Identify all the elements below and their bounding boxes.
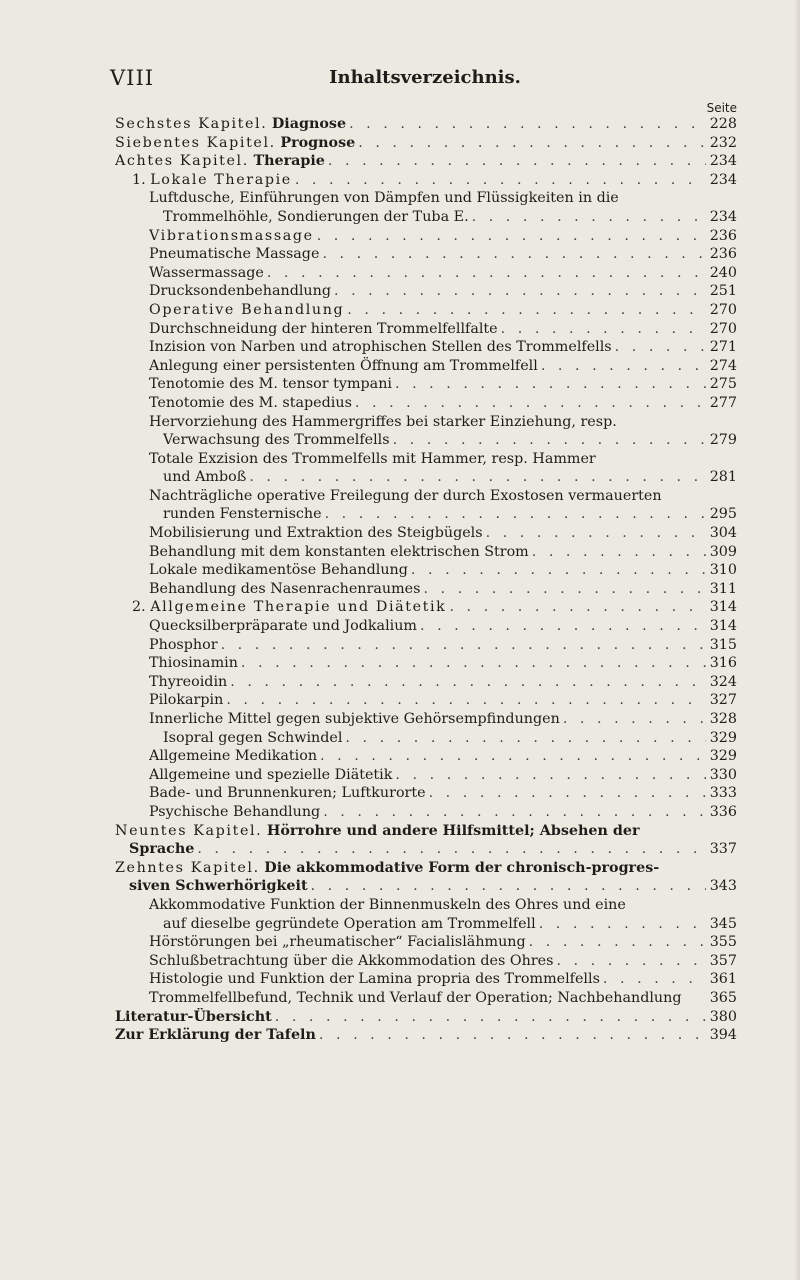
toc-entry-title: Hörstörungen bei „rheumatischer“ Facialislähmung [149, 934, 526, 951]
toc-entry [115, 301, 737, 320]
toc-entry [115, 561, 737, 580]
toc-leader-dots [275, 1008, 706, 1027]
toc-entry [115, 227, 737, 246]
toc-leader-dots [325, 505, 706, 524]
toc-page-number: 315 [709, 636, 737, 653]
toc-page-number: 275 [709, 376, 737, 393]
toc-page-number: 329 [709, 748, 737, 765]
toc-entry [115, 245, 737, 264]
toc-page-number: 236 [709, 246, 737, 263]
toc-entry-prefix: Sechstes Kapitel. [115, 116, 268, 132]
toc-leader-dots [603, 970, 706, 989]
toc-leader-dots [249, 468, 705, 487]
toc-entry [115, 580, 737, 599]
toc-entry-continuation: auf dieselbe gegründete Operation am Trommelfell [163, 915, 536, 932]
toc-page-number: 324 [709, 673, 737, 690]
toc-page-number: 274 [709, 357, 737, 374]
toc-entry-title: Nachträgliche operative Freilegung der durch Exostosen vermauerten [149, 487, 662, 504]
toc-entry-title: Akkommodative Funktion der Binnenmuskeln des Ohres und eine [149, 896, 626, 913]
scan-edge [794, 0, 800, 1280]
toc-entry-title: Hervorziehung des Hammergriffes bei starker Einziehung, resp. [149, 413, 617, 430]
toc-entry [115, 673, 737, 692]
toc-page-number: 327 [709, 692, 737, 709]
toc-leader-dots [411, 561, 706, 580]
toc-page-number: 240 [709, 264, 737, 281]
toc-entry [115, 394, 737, 413]
toc-entry-continuation: und Amboß [163, 469, 247, 486]
toc-entry-title: Behandlung mit dem konstanten elektrischen Strom [149, 543, 529, 560]
toc-page-number: 337 [709, 841, 737, 858]
toc-leader-dots [317, 227, 706, 246]
toc-entry [115, 989, 737, 1008]
toc-entry [115, 822, 737, 859]
toc-entry [115, 970, 737, 989]
toc-page-number: 309 [709, 543, 737, 560]
toc-entry [115, 152, 737, 171]
toc-entry-prefix: Zehntes Kapitel. [115, 859, 260, 876]
toc-entry-title: Literatur-Übersicht [115, 1008, 272, 1025]
toc-entry-title: Durchschneidung der hinteren Trommelfellfalte [149, 320, 498, 337]
toc-leader-dots [486, 524, 706, 543]
toc-leader-dots [395, 766, 705, 785]
toc-leader-dots [295, 171, 706, 190]
toc-page-number: 270 [709, 301, 737, 318]
toc-page-number: 361 [709, 971, 737, 988]
toc-entry-title: Tenotomie des M. stapedius [149, 394, 352, 411]
toc-page-number: 329 [709, 729, 737, 746]
toc-page-number: 333 [709, 785, 737, 802]
page-header [110, 66, 740, 92]
toc-entry [115, 1026, 737, 1045]
toc-page-number: 295 [709, 506, 737, 523]
toc-entry [115, 524, 737, 543]
toc-entry [115, 357, 737, 376]
toc-leader-dots [420, 617, 706, 636]
toc-entry-title: Allgemeine Therapie und Diätetik [150, 599, 447, 616]
toc-page-number: 328 [709, 711, 737, 727]
toc-leader-dots [345, 729, 705, 748]
toc-entry [115, 134, 737, 153]
toc-entry [115, 859, 737, 896]
toc-entry [115, 598, 737, 617]
toc-leader-dots [334, 282, 706, 301]
toc-entry-continuation: Verwachsung des Trommelfells [163, 432, 390, 449]
toc-entry-title: Innerliche Mittel gegen subjektive Gehörsempfindungen [149, 711, 560, 727]
toc-entry-title: Lokale medikamentöse Behandlung [149, 562, 408, 579]
toc-leader-dots [501, 320, 706, 339]
toc-entry-title: Mobilisierung und Extraktion des Steigbügels [149, 525, 483, 542]
toc-leader-dots [355, 394, 706, 413]
toc-entry [115, 691, 737, 710]
toc-page-number: 394 [709, 1027, 737, 1044]
toc-entry-prefix: Achtes Kapitel. [115, 153, 249, 170]
toc-page-number: 270 [709, 320, 737, 337]
toc-page-number: 355 [709, 934, 737, 951]
toc-entry-continuation: Sprache [129, 841, 195, 858]
toc-entry-title: Phosphor [149, 636, 218, 653]
toc-entry [115, 264, 737, 283]
toc-entry [115, 729, 737, 748]
toc-page-number: 251 [709, 283, 737, 300]
toc-entry [115, 1008, 737, 1027]
toc-page-number: 316 [709, 655, 737, 672]
toc-leader-dots [267, 264, 706, 283]
toc-entry-title: Thyreoidin [149, 673, 228, 690]
toc-entry-title: Histologie und Funktion der Lamina propria des Trommelfells [149, 971, 600, 988]
toc-entry-title: Psychische Behandlung [149, 803, 321, 820]
toc-page-number: 234 [709, 208, 737, 225]
toc-page-number: 281 [709, 469, 737, 486]
table-of-contents [115, 115, 737, 1045]
toc-page-number: 365 [709, 989, 737, 1006]
toc-entry [115, 450, 737, 487]
toc-page-number: 330 [709, 766, 737, 783]
toc-page-number: 314 [709, 599, 737, 616]
toc-leader-dots [556, 952, 705, 971]
toc-page-number: 234 [709, 171, 737, 188]
toc-leader-dots [322, 245, 705, 264]
toc-leader-dots [328, 152, 706, 171]
toc-entry-title: Tenotomie des M. tensor tympani [149, 376, 392, 393]
toc-entry [115, 617, 737, 636]
toc-leader-dots [529, 933, 706, 952]
toc-entry [115, 189, 737, 226]
toc-leader-dots [615, 338, 706, 357]
toc-leader-dots [472, 208, 706, 227]
toc-entry-title: Hörrohre und andere Hilfsmittel; Absehen der [266, 822, 640, 839]
toc-entry-title: Totale Exzision des Trommelfells mit Hammer, resp. Hammer [149, 450, 596, 467]
toc-leader-dots [429, 784, 706, 803]
toc-entry-title: Behandlung des Nasenrachenraumes [149, 580, 421, 597]
toc-entry [115, 784, 737, 803]
toc-page-number: 310 [709, 562, 737, 579]
toc-leader-dots [311, 877, 706, 896]
toc-page-number: 345 [709, 915, 737, 932]
toc-entry-continuation: Trommelhöhle, Sondierungen der Tuba E. [163, 208, 469, 225]
running-title: Inhaltsverzeichnis. [329, 67, 521, 88]
toc-page-number: 234 [709, 153, 737, 170]
toc-page-number: 311 [709, 580, 737, 597]
toc-page-number: 304 [709, 525, 737, 542]
toc-entry [115, 710, 737, 729]
toc-entry-title: Anlegung einer persistenten Öffnung am Trommelfell [149, 357, 538, 374]
toc-entry [115, 282, 737, 301]
toc-leader-dots [563, 710, 706, 729]
toc-entry-title: Zur Erklärung der Tafeln [115, 1027, 316, 1044]
toc-entry-title: Operative Behandlung [149, 301, 345, 318]
toc-entry-title: Pilokarpin [149, 692, 224, 709]
toc-entry-title: Therapie [253, 153, 325, 170]
toc-entry-title: Prognose [280, 134, 356, 151]
toc-entry-title: Drucksondenbehandlung [149, 283, 331, 300]
toc-page-number: 279 [709, 432, 737, 449]
toc-entry-title: Pneumatische Massage [149, 246, 320, 263]
toc-entry-title: Die akkommodative Form der chronisch-progres- [264, 859, 660, 876]
toc-leader-dots [423, 580, 705, 599]
toc-entry-title: Allgemeine und spezielle Diätetik [149, 766, 393, 783]
toc-leader-dots [241, 654, 706, 673]
toc-entry [115, 896, 737, 933]
toc-leader-dots [226, 691, 705, 710]
toc-leader-dots [358, 134, 705, 153]
toc-page-number: 228 [709, 116, 737, 132]
toc-entry-title: Vibrationsmassage [149, 227, 314, 244]
toc-entry [115, 747, 737, 766]
toc-entry [115, 543, 737, 562]
toc-entry-title: Inzision von Narben und atrophischen Stellen des Trommelfells [149, 339, 612, 356]
toc-page-number: 380 [709, 1008, 737, 1025]
toc-entry [115, 338, 737, 357]
toc-entry-prefix: 1. [132, 171, 146, 188]
toc-page-number: 357 [709, 952, 737, 969]
toc-entry-title: Diagnose [271, 116, 347, 132]
toc-entry-title: Bade- und Brunnenkuren; Luftkurorte [149, 785, 426, 802]
toc-entry [115, 375, 737, 394]
toc-entry-prefix: 2. [132, 599, 146, 616]
toc-leader-dots [347, 301, 705, 320]
toc-entry [115, 654, 737, 673]
toc-entry-continuation: runden Fensternische [163, 506, 322, 523]
toc-page-number: 271 [709, 339, 737, 356]
toc-leader-dots [449, 598, 705, 617]
toc-entry-title: Thiosinamin [149, 655, 238, 672]
toc-leader-dots [230, 673, 705, 692]
seite-label: Seite [706, 101, 737, 115]
page-number: VIII [110, 66, 155, 90]
toc-entry-continuation: siven Schwerhörigkeit [129, 878, 308, 895]
toc-leader-dots [395, 375, 706, 394]
toc-leader-dots [323, 803, 706, 822]
toc-leader-dots [539, 915, 706, 934]
toc-page-number: 277 [709, 394, 737, 411]
toc-page-number: 232 [709, 134, 737, 151]
toc-entry-title: Trommelfellbefund, Technik und Verlauf der Operation; Nachbehandlung [149, 989, 682, 1006]
toc-entry [115, 115, 737, 134]
toc-entry-title: Schlußbetrachtung über die Akkommodation des Ohres [149, 952, 554, 969]
toc-page-number: 314 [709, 618, 737, 635]
toc-entry [115, 171, 737, 190]
toc-leader-dots [393, 431, 706, 450]
toc-entry-title: Isopral gegen Schwindel [163, 729, 343, 746]
toc-page-number: 343 [709, 878, 737, 895]
toc-entry-title: Lokale Therapie [150, 171, 292, 188]
toc-leader-dots [221, 636, 706, 655]
toc-entry-title: Quecksilberpräparate und Jodkalium [149, 618, 417, 635]
toc-entry-title: Wassermassage [149, 264, 264, 281]
toc-entry-prefix: Siebentes Kapitel. [115, 134, 276, 151]
toc-page-number: 336 [709, 803, 737, 820]
toc-leader-dots [532, 543, 706, 562]
toc-entry [115, 933, 737, 952]
toc-entry [115, 952, 737, 971]
toc-leader-dots [541, 357, 706, 376]
toc-entry [115, 766, 737, 785]
toc-leader-dots [197, 840, 705, 859]
toc-leader-dots [319, 1026, 706, 1045]
toc-leader-dots [320, 747, 706, 766]
toc-entry [115, 803, 737, 822]
toc-page-number: 236 [709, 227, 737, 244]
toc-entry [115, 413, 737, 450]
toc-entry [115, 320, 737, 339]
toc-entry [115, 487, 737, 524]
toc-leader-dots [349, 115, 706, 134]
toc-entry-prefix: Neuntes Kapitel. [115, 822, 263, 839]
toc-entry-title: Allgemeine Medikation [149, 748, 318, 765]
toc-entry-title: Luftdusche, Einführungen von Dämpfen und Flüssigkeiten in die [149, 190, 619, 207]
toc-entry [115, 636, 737, 655]
